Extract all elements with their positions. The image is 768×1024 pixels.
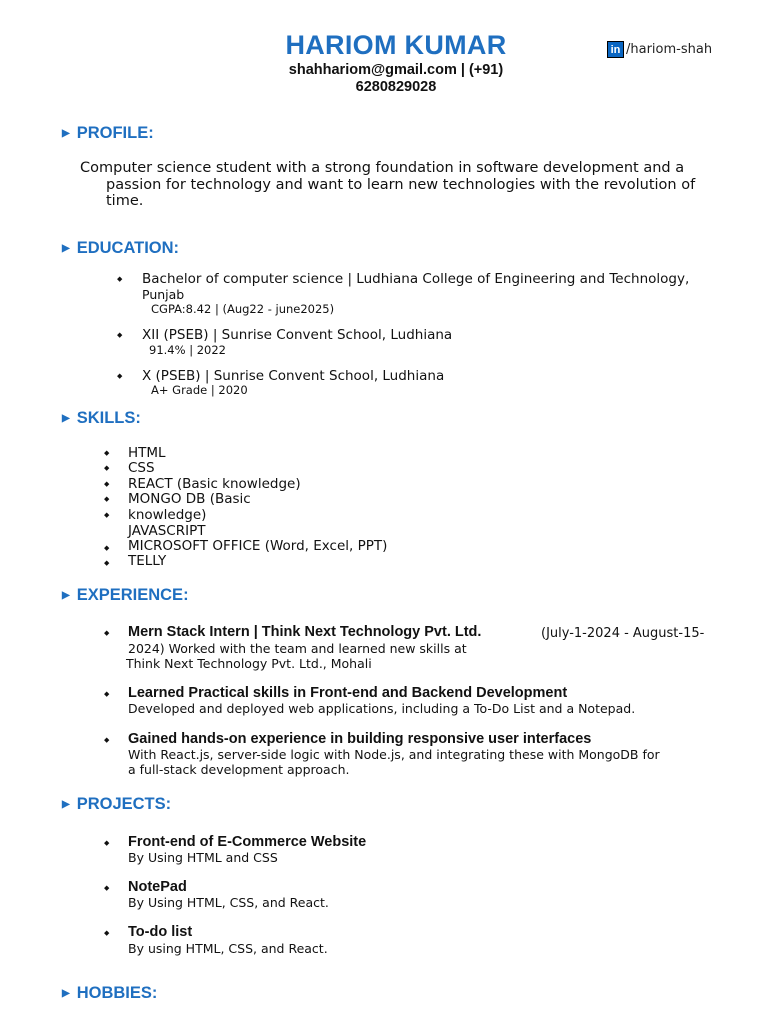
diamond-bullet-icon: ◆ — [104, 929, 110, 937]
diamond-bullet-icon: ◆ — [104, 464, 110, 472]
heading-text: PROFILE: — [76, 124, 154, 142]
education-detail: 91.4% | 2022 — [149, 343, 226, 357]
experience-title: Gained hands-on experience in building responsive user interfaces — [128, 731, 592, 747]
experience-desc: Developed and deployed web applications, including a To-Do List and a Notepad. — [128, 701, 636, 716]
experience-item — [104, 685, 724, 717]
skill-text: TELLY — [128, 553, 167, 569]
project-title: To-do list — [128, 924, 193, 940]
diamond-bullet-icon: ◆ — [104, 449, 110, 457]
section-heading-skills — [62, 409, 141, 428]
education-degree: Bachelor of computer science | Ludhiana College of Engineering and Technology, — [142, 271, 690, 287]
project-desc: By Using HTML, CSS, and React. — [128, 895, 329, 910]
diamond-bullet-icon: ◆ — [104, 511, 110, 519]
section-heading-education — [62, 239, 179, 258]
diamond-bullet-icon: ◆ — [117, 372, 123, 380]
candidate-name: HARIOM KUMAR — [285, 30, 507, 60]
profile-summary: Computer science student with a strong foundation in software development and a passion for technology and want to learn new technologies with the revolution of time. — [80, 160, 696, 209]
skill-text: knowledge) — [128, 507, 207, 523]
education-detail: A+ Grade | 2020 — [151, 383, 248, 397]
experience-dates: (July-1-2024 - August-15- — [541, 626, 705, 641]
diamond-bullet-icon: ◆ — [104, 629, 110, 637]
section-heading-profile — [62, 124, 154, 143]
experience-desc-cont: a full-stack development approach. — [128, 762, 350, 777]
experience-title: Mern Stack Intern | Think Next Technology Pvt. Ltd. — [128, 624, 482, 640]
section-heading-experience — [62, 586, 189, 605]
diamond-bullet-icon: ◆ — [104, 544, 110, 552]
triangle-bullet-icon: ▶ — [62, 128, 70, 139]
education-degree-cont: Punjab — [142, 287, 185, 302]
diamond-bullet-icon: ◆ — [104, 690, 110, 698]
diamond-bullet-icon: ◆ — [104, 480, 110, 488]
diamond-bullet-icon: ◆ — [104, 839, 110, 847]
skill-text: MONGO DB (Basic — [128, 491, 251, 507]
heading-text: PROJECTS: — [76, 795, 172, 813]
education-item — [117, 328, 737, 358]
section-heading-projects — [62, 795, 171, 814]
project-desc: By Using HTML and CSS — [128, 850, 278, 865]
skill-text: CSS — [128, 460, 155, 476]
diamond-bullet-icon: ◆ — [104, 559, 110, 567]
project-title: NotePad — [128, 879, 187, 895]
experience-item — [104, 624, 724, 670]
skill-text: JAVASCRIPT — [128, 523, 206, 539]
project-desc: By using HTML, CSS, and React. — [128, 941, 328, 956]
diamond-bullet-icon: ◆ — [104, 736, 110, 744]
contact-line-phone-cont: 6280829028 — [355, 79, 437, 95]
experience-item — [104, 731, 724, 777]
section-heading-hobbies — [62, 984, 157, 1003]
diamond-bullet-icon: ◆ — [117, 331, 123, 339]
skill-text: HTML — [128, 445, 166, 461]
project-title: Front-end of E-Commerce Website — [128, 834, 367, 850]
skill-text: REACT (Basic knowledge) — [128, 476, 301, 492]
education-degree: X (PSEB) | Sunrise Convent School, Ludhiana — [142, 368, 445, 384]
linkedin-handle: /hariom-shah — [626, 42, 713, 57]
contact-line-email-phone: shahhariom@gmail.com | (+91) — [288, 62, 504, 78]
heading-text: EDUCATION: — [76, 239, 180, 257]
triangle-bullet-icon: ▶ — [62, 799, 70, 810]
diamond-bullet-icon: ◆ — [104, 495, 110, 503]
experience-title: Learned Practical skills in Front-end and Backend Development — [128, 685, 568, 701]
heading-text: EXPERIENCE: — [76, 586, 189, 604]
education-detail: CGPA:8.42 | (Aug22 - june2025) — [151, 302, 335, 316]
triangle-bullet-icon: ▶ — [62, 243, 70, 254]
heading-text: SKILLS: — [76, 409, 141, 427]
experience-desc: 2024) Worked with the team and learned new skills at — [128, 641, 467, 656]
linkedin-link[interactable] — [607, 41, 712, 58]
project-item — [104, 924, 724, 956]
triangle-bullet-icon: ▶ — [62, 413, 70, 424]
education-item — [117, 271, 737, 316]
education-item — [117, 369, 737, 399]
project-item — [104, 834, 724, 866]
experience-desc: With React.js, server-side logic with Node.js, and integrating these with MongoDB for — [128, 747, 660, 762]
education-degree: XII (PSEB) | Sunrise Convent School, Ludhiana — [142, 327, 453, 343]
diamond-bullet-icon: ◆ — [117, 275, 123, 283]
triangle-bullet-icon: ▶ — [62, 590, 70, 601]
project-item — [104, 879, 724, 911]
diamond-bullet-icon: ◆ — [104, 884, 110, 892]
heading-text: HOBBIES: — [76, 984, 158, 1002]
linkedin-icon: in — [607, 41, 624, 58]
triangle-bullet-icon: ▶ — [62, 988, 70, 999]
experience-desc-cont: Think Next Technology Pvt. Ltd., Mohali — [126, 656, 372, 671]
skill-text: MICROSOFT OFFICE (Word, Excel, PPT) — [128, 538, 388, 554]
